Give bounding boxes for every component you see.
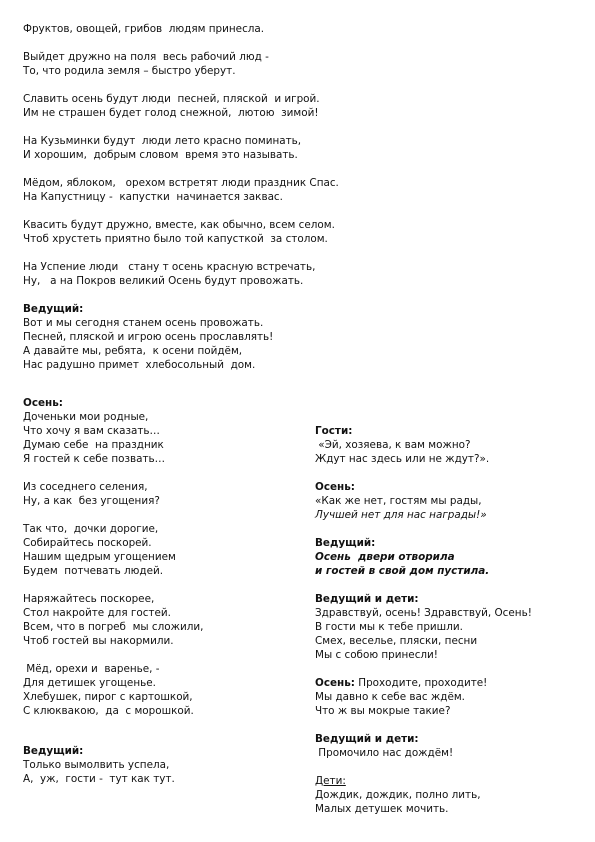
text-line: Из соседнего селения, xyxy=(23,481,148,493)
text-line: Что ж вы мокрые такие? xyxy=(315,705,451,717)
text-line: Мы давно к себе вас ждём. xyxy=(315,691,465,703)
text-line: Стол накройте для гостей. xyxy=(23,607,171,619)
text-line: Проходите, проходите! xyxy=(354,677,488,689)
text-line: Собирайтесь поскорей. xyxy=(23,537,152,549)
text-line: На Успение люди стану т осень красную встречать, xyxy=(23,261,316,273)
text-line: Я гостей к себе позвать… xyxy=(23,453,166,465)
text-line: Вот и мы сегодня станем осень провожать. xyxy=(23,317,264,329)
text-line: и гостей в свой дом пустила. xyxy=(315,565,490,577)
text-line: Мёд, орехи и варенье, - xyxy=(23,663,160,675)
text-line: Нас радушно примет хлебосольный дом. xyxy=(23,359,256,371)
text-line: Осень двери отворила xyxy=(315,551,455,563)
speaker-heading: Ведущий и дети: xyxy=(315,593,419,605)
text-line: Песней, пляской и игрою осень прославлять! xyxy=(23,331,274,343)
text-line: Так что, дочки дорогие, xyxy=(23,523,159,535)
speaker-heading: Дети: xyxy=(315,775,346,787)
text-line: Ну, а как без угощения? xyxy=(23,495,160,507)
text-line: Выйдет дружно на поля весь рабочий люд - xyxy=(23,51,269,63)
text-line: В гости мы к тебе пришли. xyxy=(315,621,463,633)
text-line: На Кузьминки будут люди лето красно поминать, xyxy=(23,135,302,147)
text-line: Нашим щедрым угощением xyxy=(23,551,176,563)
text-line: Мёдом, яблоком, орехом встретят люди праздник Спас. xyxy=(23,177,339,189)
text-line: Что хочу я вам сказать… xyxy=(23,425,160,437)
speaker-heading: Ведущий: xyxy=(315,537,376,549)
text-line: Всем, что в погреб мы сложили, xyxy=(23,621,204,633)
text-line: Лучшей нет для нас награды!» xyxy=(315,509,487,521)
speaker-heading: Ведущий и дети: xyxy=(315,733,419,745)
speaker-heading: Ведущий: xyxy=(23,303,84,315)
text-line: Наряжайтесь поскорее, xyxy=(23,593,155,605)
text-line: Мы с собою принесли! xyxy=(315,649,438,661)
text-line: Чтоб гостей вы накормили. xyxy=(23,635,174,647)
speaker-heading: Осень: xyxy=(23,397,63,409)
text-line: Промочило нас дождём! xyxy=(315,747,454,759)
text-line: Им не страшен будет голод снежной, лютою зимой! xyxy=(23,107,319,119)
text-line: А, уж, гости - тут как тут. xyxy=(23,773,175,785)
text-line: Малых детушек мочить. xyxy=(315,803,449,815)
text-line: Для детишек угощенье. xyxy=(23,677,156,689)
speaker-heading: Ведущий: xyxy=(23,745,84,757)
text-line: Хлебушек, пирог с картошкой, xyxy=(23,691,193,703)
text-line: Фруктов, овощей, грибов людям принесла. xyxy=(23,23,265,35)
text-line: «Эй, хозяева, к вам можно? xyxy=(315,439,471,451)
text-line: «Как же нет, гостям мы рады, xyxy=(315,495,482,507)
speaker-line xyxy=(315,677,487,690)
text-line: Только вымолвить успела, xyxy=(23,759,170,771)
text-line: Думаю себе на праздник xyxy=(23,439,164,451)
text-line: Славить осень будут люди песней, пляской и игрой. xyxy=(23,93,320,105)
text-line: То, что родила земля – быстро уберут. xyxy=(23,65,236,77)
text-line: Ну, а на Покров великий Осень будут провожать. xyxy=(23,275,304,287)
text-line: А давайте мы, ребята, к осени пойдём, xyxy=(23,345,243,357)
text-line: С клюквакою, да с морошкой. xyxy=(23,705,194,717)
speaker-heading: Осень: xyxy=(315,677,355,689)
text-line: Ждут нас здесь или не ждут?». xyxy=(315,453,490,465)
text-line: Дождик, дождик, полно лить, xyxy=(315,789,481,801)
text-line: Будем потчевать людей. xyxy=(23,565,164,577)
text-line: Чтоб хрустеть приятно было той капусткой за столом. xyxy=(23,233,328,245)
text-line: Смех, веселье, пляски, песни xyxy=(315,635,478,647)
text-line: Здравствуй, осень! Здравствуй, Осень! xyxy=(315,607,532,619)
text-line: На Капустницу - капустки начинается заквас. xyxy=(23,191,283,203)
speaker-heading: Гости: xyxy=(315,425,353,437)
text-line: И хорошим, добрым словом время это называть. xyxy=(23,149,298,161)
text-line: Квасить будут дружно, вместе, как обычно, всем селом. xyxy=(23,219,335,231)
speaker-heading: Осень: xyxy=(315,481,355,493)
text-line: Доченьки мои родные, xyxy=(23,411,149,423)
